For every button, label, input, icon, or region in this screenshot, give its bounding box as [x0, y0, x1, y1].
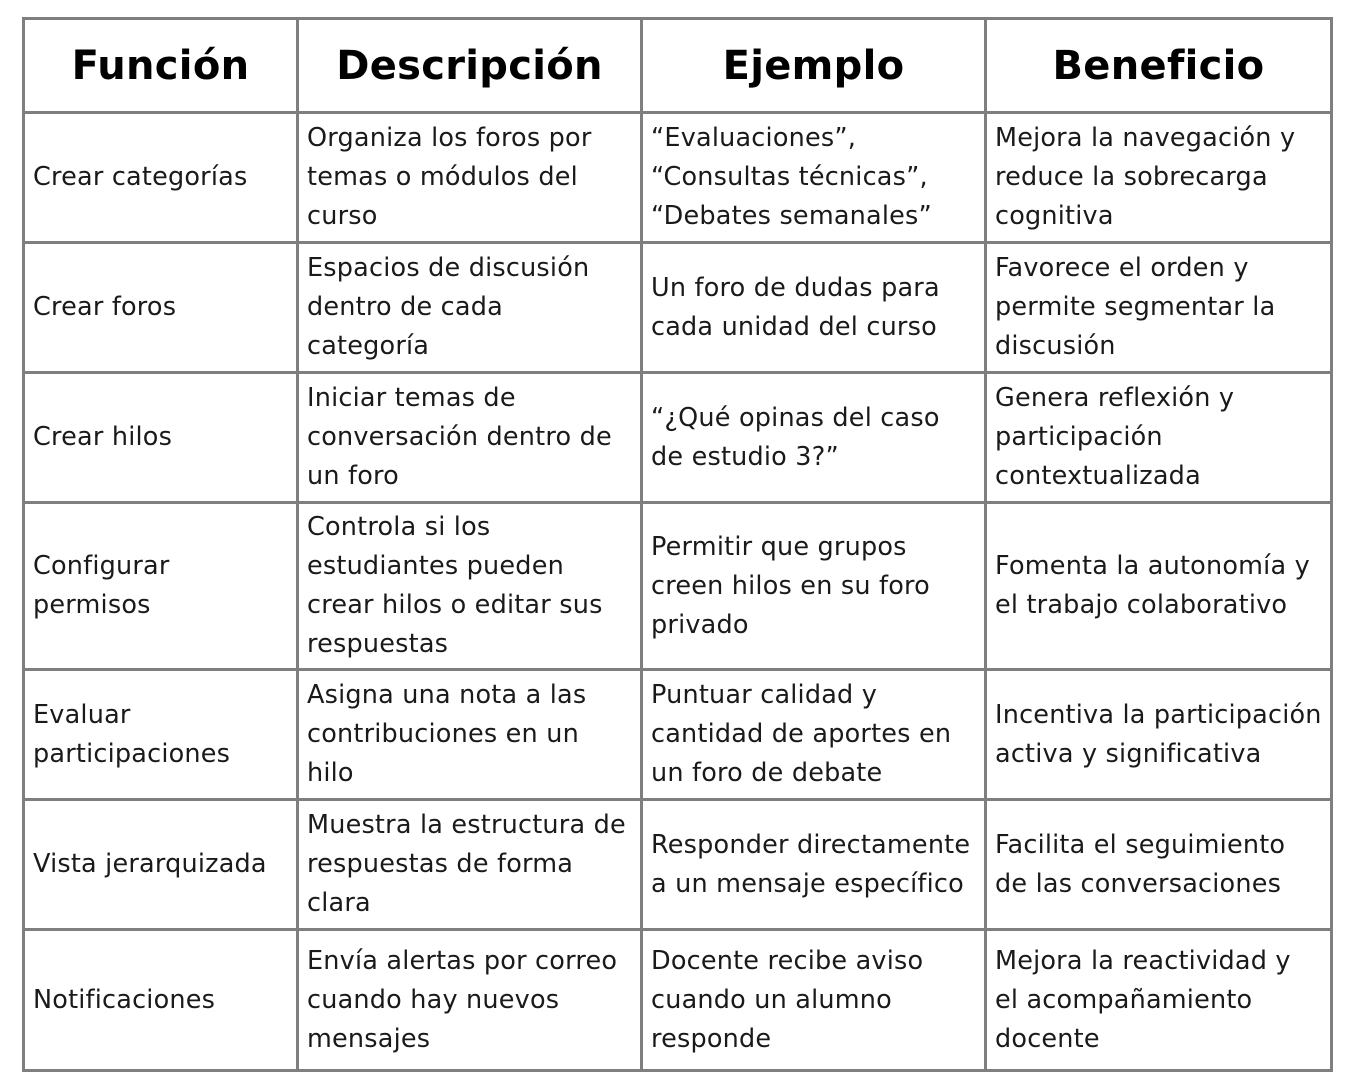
cell-descripcion: Controla si los estudiantes pueden crear hilos o editar sus respuestas	[298, 503, 642, 670]
forum-features-table-container	[22, 17, 1333, 1072]
cell-descripcion: Iniciar temas de conversación dentro de un foro	[298, 373, 642, 503]
cell-descripcion: Muestra la estructura de respuestas de forma clara	[298, 800, 642, 930]
cell-funcion: Crear hilos	[24, 373, 298, 503]
cell-ejemplo: Permitir que grupos creen hilos en su foro privado	[642, 503, 986, 670]
forum-features-table	[22, 17, 1333, 1072]
cell-funcion: Evaluar participaciones	[24, 670, 298, 800]
table-row	[24, 930, 1332, 1071]
table-row	[24, 670, 1332, 800]
cell-funcion: Vista jerarquizada	[24, 800, 298, 930]
cell-beneficio: Incentiva la participación activa y significativa	[986, 670, 1332, 800]
table-row	[24, 373, 1332, 503]
table-row	[24, 503, 1332, 670]
header-row	[24, 19, 1332, 113]
cell-funcion: Notificaciones	[24, 930, 298, 1071]
cell-descripcion: Organiza los foros por temas o módulos del curso	[298, 113, 642, 243]
cell-beneficio: Facilita el seguimiento de las conversaciones	[986, 800, 1332, 930]
cell-beneficio: Genera reflexión y participación contextualizada	[986, 373, 1332, 503]
cell-ejemplo: Un foro de dudas para cada unidad del curso	[642, 243, 986, 373]
column-header-ejemplo: Ejemplo	[642, 19, 986, 113]
cell-beneficio: Favorece el orden y permite segmentar la discusión	[986, 243, 1332, 373]
cell-beneficio: Mejora la navegación y reduce la sobrecarga cognitiva	[986, 113, 1332, 243]
cell-funcion: Configurar permisos	[24, 503, 298, 670]
column-header-funcion: Función	[24, 19, 298, 113]
cell-beneficio: Fomenta la autonomía y el trabajo colaborativo	[986, 503, 1332, 670]
cell-ejemplo: “Evaluaciones”, “Consultas técnicas”, “Debates semanales”	[642, 113, 986, 243]
cell-ejemplo: Puntuar calidad y cantidad de aportes en un foro de debate	[642, 670, 986, 800]
cell-funcion: Crear categorías	[24, 113, 298, 243]
cell-descripcion: Asigna una nota a las contribuciones en un hilo	[298, 670, 642, 800]
cell-ejemplo: “¿Qué opinas del caso de estudio 3?”	[642, 373, 986, 503]
column-header-descripcion: Descripción	[298, 19, 642, 113]
table-row	[24, 800, 1332, 930]
table-row	[24, 113, 1332, 243]
table-row	[24, 243, 1332, 373]
cell-ejemplo: Responder directamente a un mensaje específico	[642, 800, 986, 930]
cell-descripcion: Espacios de discusión dentro de cada categoría	[298, 243, 642, 373]
cell-funcion: Crear foros	[24, 243, 298, 373]
column-header-beneficio: Beneficio	[986, 19, 1332, 113]
cell-beneficio: Mejora la reactividad y el acompañamiento docente	[986, 930, 1332, 1071]
cell-descripcion: Envía alertas por correo cuando hay nuevos mensajes	[298, 930, 642, 1071]
cell-ejemplo: Docente recibe aviso cuando un alumno responde	[642, 930, 986, 1071]
